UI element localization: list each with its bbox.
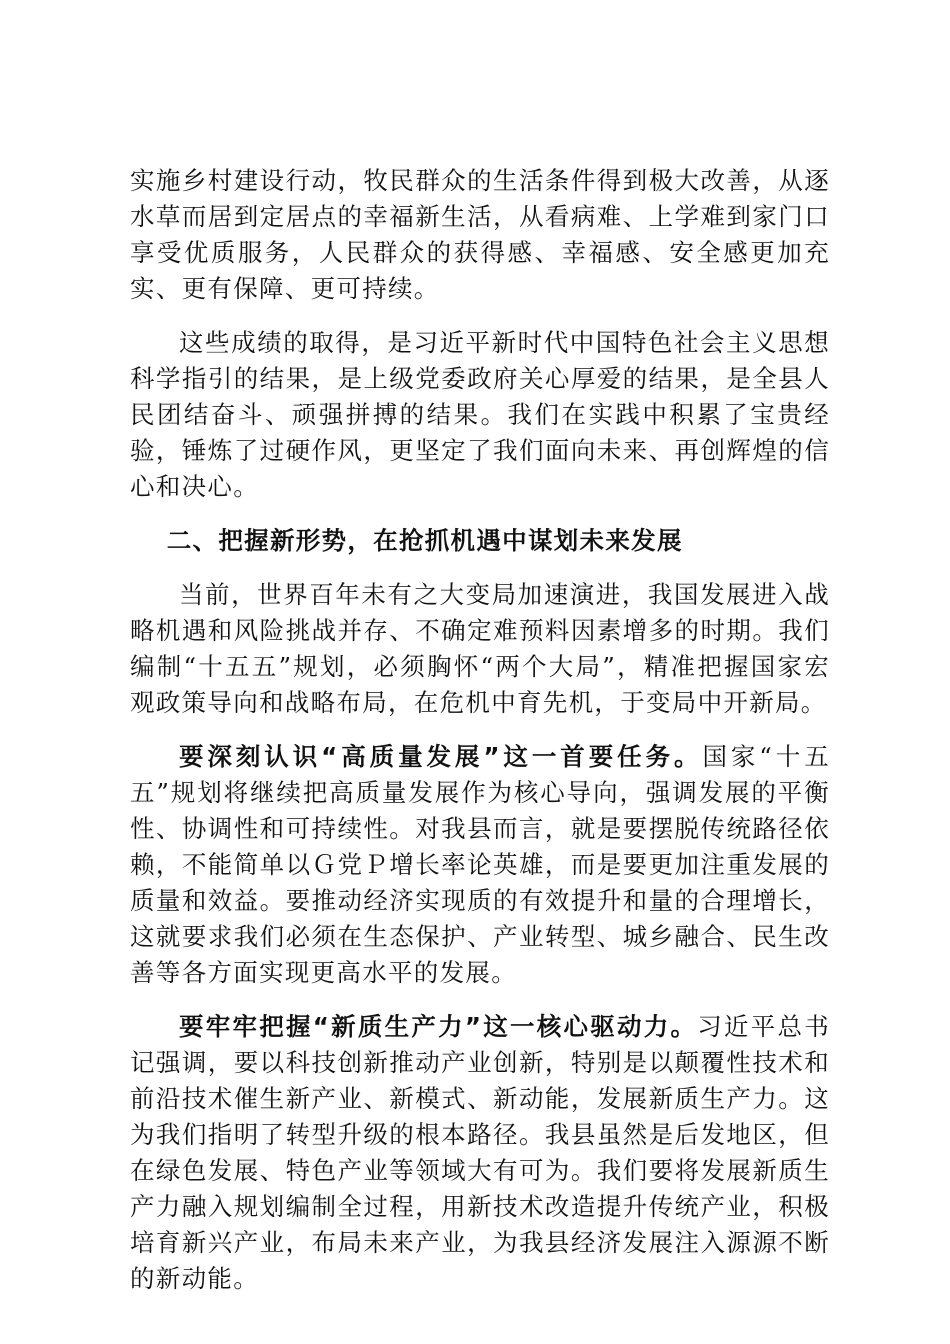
paragraph-new-productivity [130, 1009, 830, 1297]
paragraph-high-quality-development [130, 739, 830, 991]
body-new-productivity: 习近平总书记强调，要以科技创新推动产业创新，特别是以颠覆性技术和前沿技术催生新产业、新模式、新动能，发展新质生产力。这为我们指明了转型升级的根本路径。我县虽然是后发地区，但在绿色发展、特色产业等领域大有可为。我们要将发展新质生产力融入规划编制全过程，用新技术改造提升传统产业，积极培育新兴产业，布局未来产业，为我县经济发展注入源源不断的新动能。 [130, 1012, 831, 1293]
lead-new-productivity: 要牢牢把握“新质生产力”这一核心驱动力。 [179, 1012, 698, 1041]
paragraph-current-situation: 当前，世界百年未有之大变局加速演进，我国发展进入战略机遇和风险挑战并存、不确定难预料因素增多的时期。我们编制“十五五”规划，必须胸怀“两个大局”，精准把握国家宏观政策导向和战略布局，在危机中育先机，于变局中开新局。 [130, 580, 830, 717]
document-page [130, 163, 830, 1315]
section-heading: 二、把握新形势，在抢抓机遇中谋划未来发展 [166, 526, 683, 555]
lead-high-quality-development: 要深刻认识“高质量发展”这一首要任务。 [179, 742, 703, 771]
paragraph-living-conditions: 实施乡村建设行动，牧民群众的生活条件得到极大改善，从逐水草而居到定居点的幸福新生活，从看病难、上学难到家门口享受优质服务，人民群众的获得感、幸福感、安全感更加充实、更有保障、更可持续。 [130, 166, 830, 303]
paragraph-achievements: 这些成绩的取得，是习近平新时代中国特色社会主义思想科学指引的结果，是上级党委政府关心厚爱的结果，是全县人民团结奋斗、顽强拼搏的结果。我们在实践中积累了宝贵经验，锤炼了过硬作风，更坚定了我们面向未来、再创辉煌的信心和决心。 [130, 328, 830, 501]
body-high-quality-development: 国家“十五五”规划将继续把高质量发展作为核心导向，强调发展的平衡性、协调性和可持续性。对我县而言，就是要摆脱传统路径依赖，不能简单以Ｇ党Ｐ增长率论英雄，而是要更加注重发展的质量和效益。要推动经济实现质的有效提升和量的合理增长，这就要求我们必须在生态保护、产业转型、城乡融合、民生改善等各方面实现更高水平的发展。 [130, 742, 830, 987]
